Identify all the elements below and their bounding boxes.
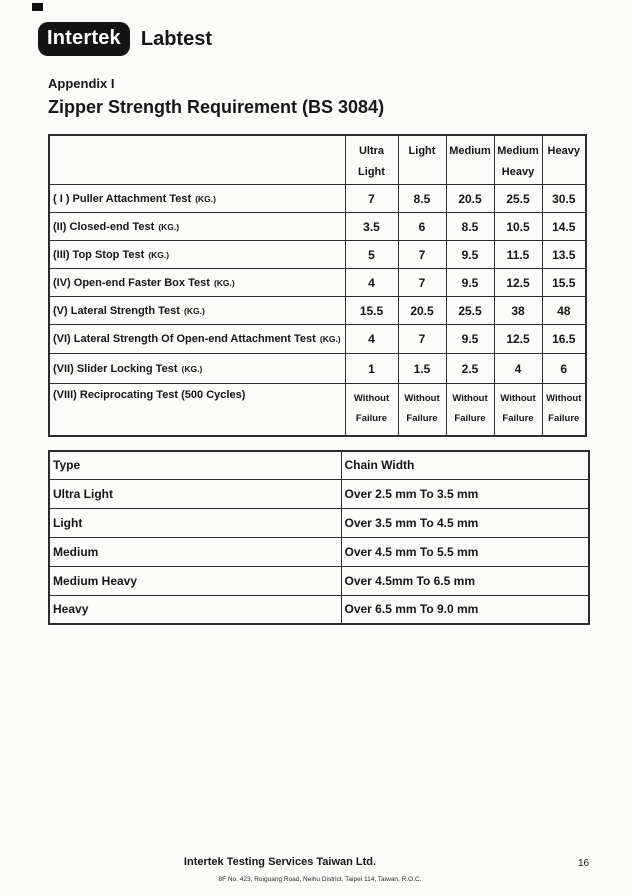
value-cell: Without Failure [345,384,398,436]
intertek-logo-badge: Intertek [38,22,130,56]
value-cell: 9.5 [446,269,494,297]
value-cell: 7 [345,185,398,213]
value-cell: 1.5 [398,354,446,384]
column-header-ultra-light: Ultra Light [345,135,398,185]
table-row [49,354,586,384]
type-cell: Heavy [49,595,341,624]
table-row [49,384,586,436]
test-label-cell [49,213,345,241]
value-cell: 7 [398,325,446,354]
test-unit: (KG.) [148,249,170,260]
value-cell: 25.5 [446,297,494,325]
test-name: (VIII) Reciprocating Test (500 Cycles) [53,389,246,401]
labtest-logo-text: Labtest [140,27,212,50]
value-cell: Without Failure [494,384,542,436]
scan-registration-mark [32,3,43,11]
table-row [49,185,586,213]
strength-table-header-row [49,135,586,185]
value-cell: 15.5 [345,297,398,325]
value-cell: 6 [542,354,586,384]
value-cell: 7 [398,269,446,297]
corner-cell [49,135,345,185]
column-header-heavy: Heavy [542,135,586,185]
value-cell: Without Failure [446,384,494,436]
value-cell: 7 [398,241,446,269]
test-label-cell [49,241,345,269]
width-cell: Over 4.5 mm To 5.5 mm [341,537,589,566]
value-cell: 4 [494,354,542,384]
value-cell: 8.5 [446,213,494,241]
test-name: (IV) Open-end Faster Box Test [53,276,210,289]
value-cell: Without Failure [542,384,586,436]
page-number: 16 [578,858,590,869]
type-cell: Medium [49,537,341,566]
table-row [49,269,586,297]
test-label-cell [49,384,345,436]
test-unit: (KG.) [319,334,341,344]
value-cell: 20.5 [398,297,446,325]
table-row [49,241,586,269]
test-label-cell [49,297,345,325]
test-name: (VI) Lateral Strength Of Open-end Attachment Test [53,333,316,345]
page-title: Zipper Strength Requirement (BS 3084) [48,97,385,117]
appendix-heading: Appendix I [48,76,115,91]
column-header-light: Light [398,135,446,185]
value-cell: 3.5 [345,213,398,241]
value-cell: 12.5 [494,325,542,354]
value-cell: 5 [345,241,398,269]
value-cell: 14.5 [542,213,586,241]
test-unit: (KG.) [195,193,216,204]
table-row [49,325,586,354]
test-name: (III) Top Stop Test [53,248,145,261]
test-unit: (KG.) [181,363,203,374]
footer-address: 8F No. 423, Ruiguang Road, Neihu District, Taipei 114, Taiwan, R.O.C. [218,876,422,883]
width-cell: Over 2.5 mm To 3.5 mm [341,479,589,508]
value-cell: 30.5 [542,185,586,213]
width-cell: Over 6.5 mm To 9.0 mm [341,595,589,624]
value-cell: 11.5 [494,241,542,269]
value-cell: 20.5 [446,185,494,213]
test-name: (V) Lateral Strength Test [53,304,180,317]
width-cell: Over 4.5mm To 6.5 mm [341,566,589,595]
column-header-medium: Medium [446,135,494,185]
value-cell: 6 [398,213,446,241]
test-label-cell [49,325,345,354]
value-cell: 48 [542,297,586,325]
table-row [49,479,589,508]
table-row [49,213,586,241]
footer-company-name: Intertek Testing Services Taiwan Ltd. [183,856,377,868]
value-cell: Without Failure [398,384,446,436]
value-cell: 4 [345,325,398,354]
table-row [49,595,589,624]
test-unit: (KG.) [184,305,205,316]
value-cell: 2.5 [446,354,494,384]
table-row [49,297,586,325]
column-header-chain-width: Chain Width [341,451,589,479]
test-name: ( I ) Puller Attachment Test [53,192,192,205]
value-cell: 1 [345,354,398,384]
value-cell: 8.5 [398,185,446,213]
value-cell: 25.5 [494,185,542,213]
value-cell: 15.5 [542,269,586,297]
column-header-medium-heavy: Medium Heavy [494,135,542,185]
table-row [49,537,589,566]
value-cell: 13.5 [542,241,586,269]
value-cell: 16.5 [542,325,586,354]
test-label-cell [49,185,345,213]
type-cell: Ultra Light [49,479,341,508]
test-unit: (KG.) [213,277,235,288]
table-row [49,508,589,537]
column-header-type: Type [49,451,341,479]
test-label-cell [49,269,345,297]
width-cell: Over 3.5 mm To 4.5 mm [341,508,589,537]
chain-width-table [48,450,590,625]
test-name: (VII) Slider Locking Test [53,362,178,375]
type-cell: Medium Heavy [49,566,341,595]
test-unit: (KG.) [158,221,180,232]
value-cell: 10.5 [494,213,542,241]
zipper-strength-table [48,134,587,437]
value-cell: 9.5 [446,325,494,354]
test-label-cell [49,354,345,384]
value-cell: 4 [345,269,398,297]
value-cell: 38 [494,297,542,325]
value-cell: 12.5 [494,269,542,297]
table-row [49,566,589,595]
test-name: (II) Closed-end Test [53,220,155,233]
intertek-labtest-logo [38,22,212,56]
chain-width-header-row [49,451,589,479]
value-cell: 9.5 [446,241,494,269]
type-cell: Light [49,508,341,537]
